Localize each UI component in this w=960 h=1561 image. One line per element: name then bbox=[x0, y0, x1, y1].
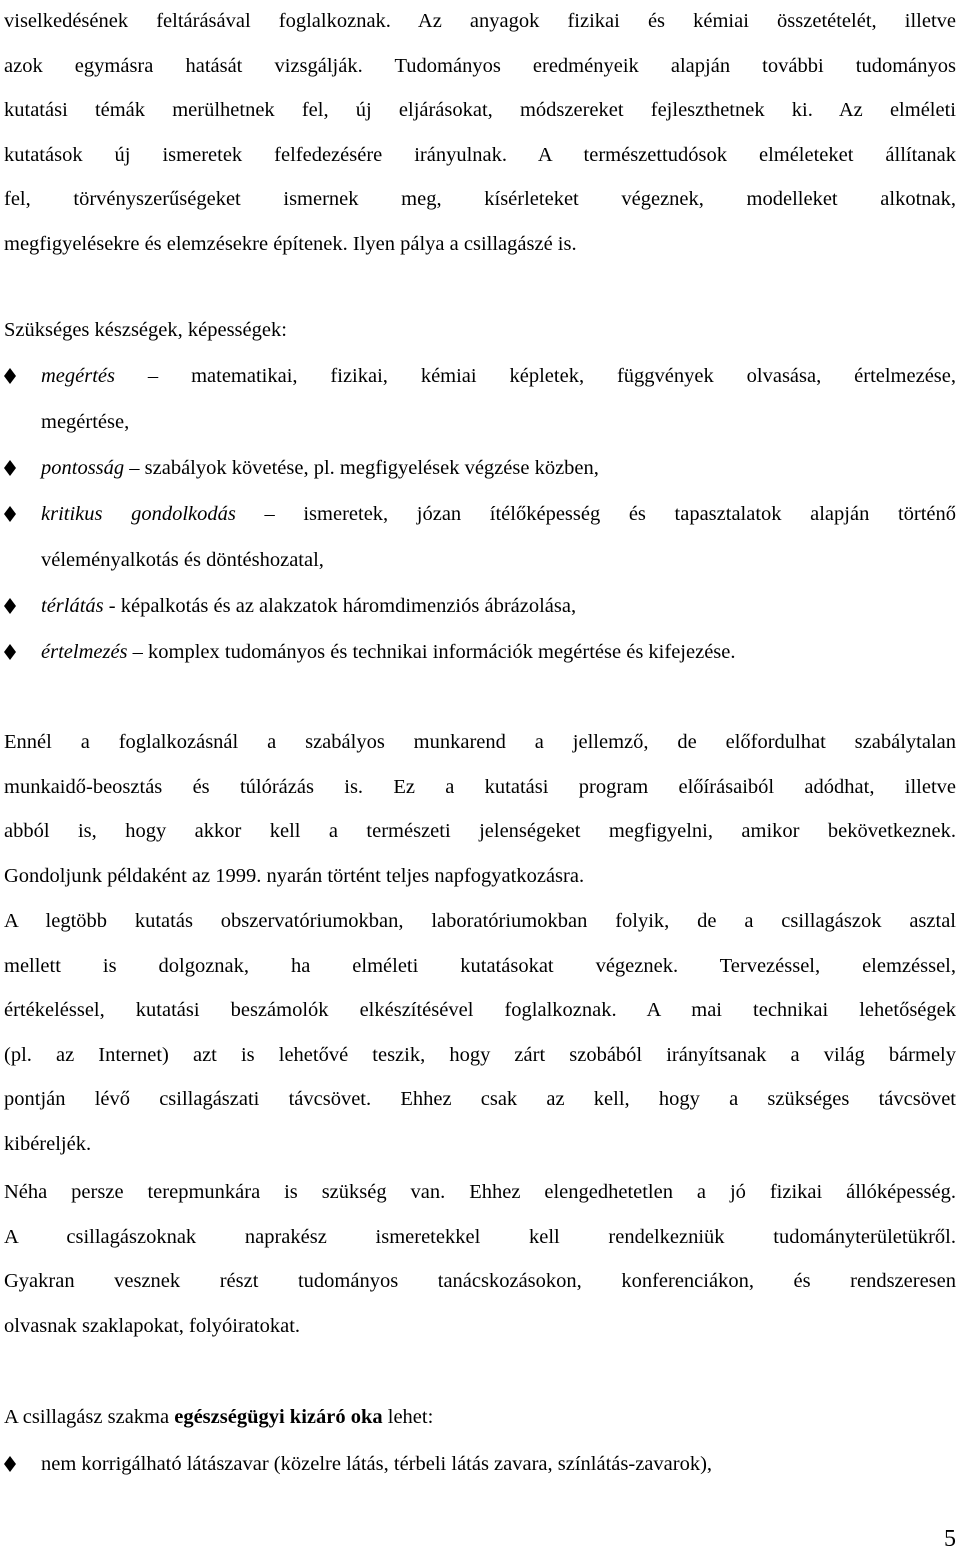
skill-term: megértés bbox=[41, 365, 116, 387]
list-item bbox=[0, 353, 956, 445]
list-item-line bbox=[41, 491, 956, 537]
text-line: kibéreljék. bbox=[4, 1132, 92, 1155]
list-item bbox=[0, 583, 956, 629]
skill-description: komplex tudományos és technikai információk megértése és kifejezése. bbox=[148, 641, 736, 663]
exclusion-prefix: A csillagász szakma bbox=[4, 1406, 175, 1428]
list-item-line bbox=[41, 445, 956, 491]
diamond-bullet-icon bbox=[2, 1441, 18, 1487]
exclusion-suffix: lehet: bbox=[382, 1406, 434, 1428]
skill-term: pontosság bbox=[41, 457, 125, 479]
exclusion-heading-text bbox=[4, 1395, 956, 1440]
skills-heading bbox=[4, 308, 956, 353]
skill-separator: – bbox=[235, 503, 304, 525]
list-item bbox=[0, 445, 956, 491]
fieldwork-paragraph bbox=[4, 1170, 956, 1348]
skill-term: értelmezés bbox=[41, 641, 128, 663]
text-line: munkaidő-beosztás és túlórázás is. Ez a kutatási program előírásaiból adódhat, illetve bbox=[4, 775, 956, 798]
list-item-line bbox=[41, 583, 956, 629]
list-item-line bbox=[41, 629, 956, 675]
list-item-line bbox=[41, 353, 956, 399]
text-line: Gondoljunk példaként az 1999. nyarán történt teljes napfogyatkozásra. bbox=[4, 864, 585, 887]
diamond-bullet-icon bbox=[2, 629, 18, 675]
text-line: fel, törvényszerűségeket ismernek meg, kísérleteket végeznek, modelleket alkotnak, bbox=[4, 188, 956, 211]
skill-term: kritikus gondolkodás bbox=[41, 503, 236, 525]
diamond-bullet-icon bbox=[2, 583, 18, 629]
skill-term: térlátás bbox=[41, 595, 104, 617]
skill-description: ismeretek, józan ítélőképesség és tapasztalatok alapján történő bbox=[303, 503, 957, 525]
exclusion-bold: egészségügyi kizáró oka bbox=[174, 1406, 383, 1428]
diamond-bullet-icon bbox=[2, 491, 18, 537]
work-schedule-paragraph bbox=[4, 720, 956, 898]
intro-paragraph bbox=[4, 0, 956, 267]
skill-description: képalkotás és az alakzatok háromdimenziós ábrázolása, bbox=[120, 595, 577, 617]
skill-separator: – bbox=[127, 641, 149, 663]
text-line: Ennél a foglalkozásnál a szabályos munkarend a jellemző, de előfordulhat szabálytalan bbox=[4, 731, 956, 753]
text-line: pontján lévő csillagászati távcsövet. Ehhez csak az kell, hogy a szükséges távcsövet bbox=[4, 1088, 956, 1111]
page-number: 5 bbox=[944, 1526, 956, 1552]
text-line: értékeléssel, kutatási beszámolók elkészítésével foglalkoznak. A mai technikai lehetőségek bbox=[4, 999, 956, 1022]
text-line: Gyakran vesznek részt tudományos tanácskozásokon, konferenciákon, és rendszeresen bbox=[4, 1270, 956, 1293]
text-line: kutatási témák merülhetnek fel, új eljárásokat, módszereket fejleszthetnek ki. Az elméleti bbox=[4, 99, 956, 122]
text-line: A csillagászoknak naprakész ismeretekkel kell rendelkezniük tudományterületükről. bbox=[4, 1225, 956, 1248]
text-line: A legtöbb kutatás obszervatóriumokban, laboratóriumokban folyik, de a csillagászok asztal bbox=[4, 910, 956, 932]
text-line: mellett is dolgoznak, ha elméleti kutatásokat végeznek. Tervezéssel, elemzéssel, bbox=[4, 954, 956, 977]
list-item bbox=[0, 629, 956, 675]
skill-separator: - bbox=[103, 595, 121, 617]
skills-heading-text: Szükséges készségek, képességek: bbox=[4, 319, 287, 341]
text-line: Néha persze terepmunkára is szükség van. Ehhez elengedhetetlen a jó fizikai állóképesség. bbox=[4, 1181, 956, 1203]
diamond-bullet-icon bbox=[2, 445, 18, 491]
list-item-line: nem korrigálható látászavar (közelre látás, térbeli látás zavara, színlátás-zavarok), bbox=[41, 1453, 713, 1475]
skill-separator: – bbox=[124, 457, 145, 479]
text-line: abból is, hogy akkor kell a természeti jelenségeket megfigyelni, amikor bekövetkeznek. bbox=[4, 820, 956, 843]
text-line: viselkedésének feltárásával foglalkoznak. Az anyagok fizikai és kémiai összetételét, illetve bbox=[4, 10, 956, 32]
skill-description: matematikai, fizikai, kémiai képletek, függvények olvasása, értelmezése, bbox=[191, 365, 956, 387]
skill-separator: – bbox=[115, 365, 192, 387]
exclusion-heading bbox=[4, 1395, 956, 1440]
diamond-bullet-icon bbox=[2, 353, 18, 399]
text-line: azok egymásra hatását vizsgálják. Tudományos eredményeik alapján további tudományos bbox=[4, 54, 956, 77]
text-line: (pl. az Internet) azt is lehetővé teszik, hogy zárt szobából irányítsanak a világ bármely bbox=[4, 1043, 956, 1066]
text-line: kutatások új ismeretek felfedezésére irányulnak. A természettudósok elméleteket állítanak bbox=[4, 143, 956, 166]
skill-description: szabályok követése, pl. megfigyelések végzése közben, bbox=[144, 457, 599, 479]
list-item bbox=[0, 491, 956, 583]
research-paragraph bbox=[4, 899, 956, 1167]
exclusion-list bbox=[0, 1441, 956, 1487]
text-line: olvasnak szaklapokat, folyóiratokat. bbox=[4, 1314, 301, 1337]
text-line: megfigyelésekre és elemzésekre építenek. Ilyen pálya a csillagászé is. bbox=[4, 232, 577, 255]
list-item-line: véleményalkotás és döntéshozatal, bbox=[41, 549, 324, 571]
list-item bbox=[0, 1441, 956, 1487]
skills-list bbox=[0, 353, 956, 675]
list-item-line: megértése, bbox=[41, 411, 130, 433]
